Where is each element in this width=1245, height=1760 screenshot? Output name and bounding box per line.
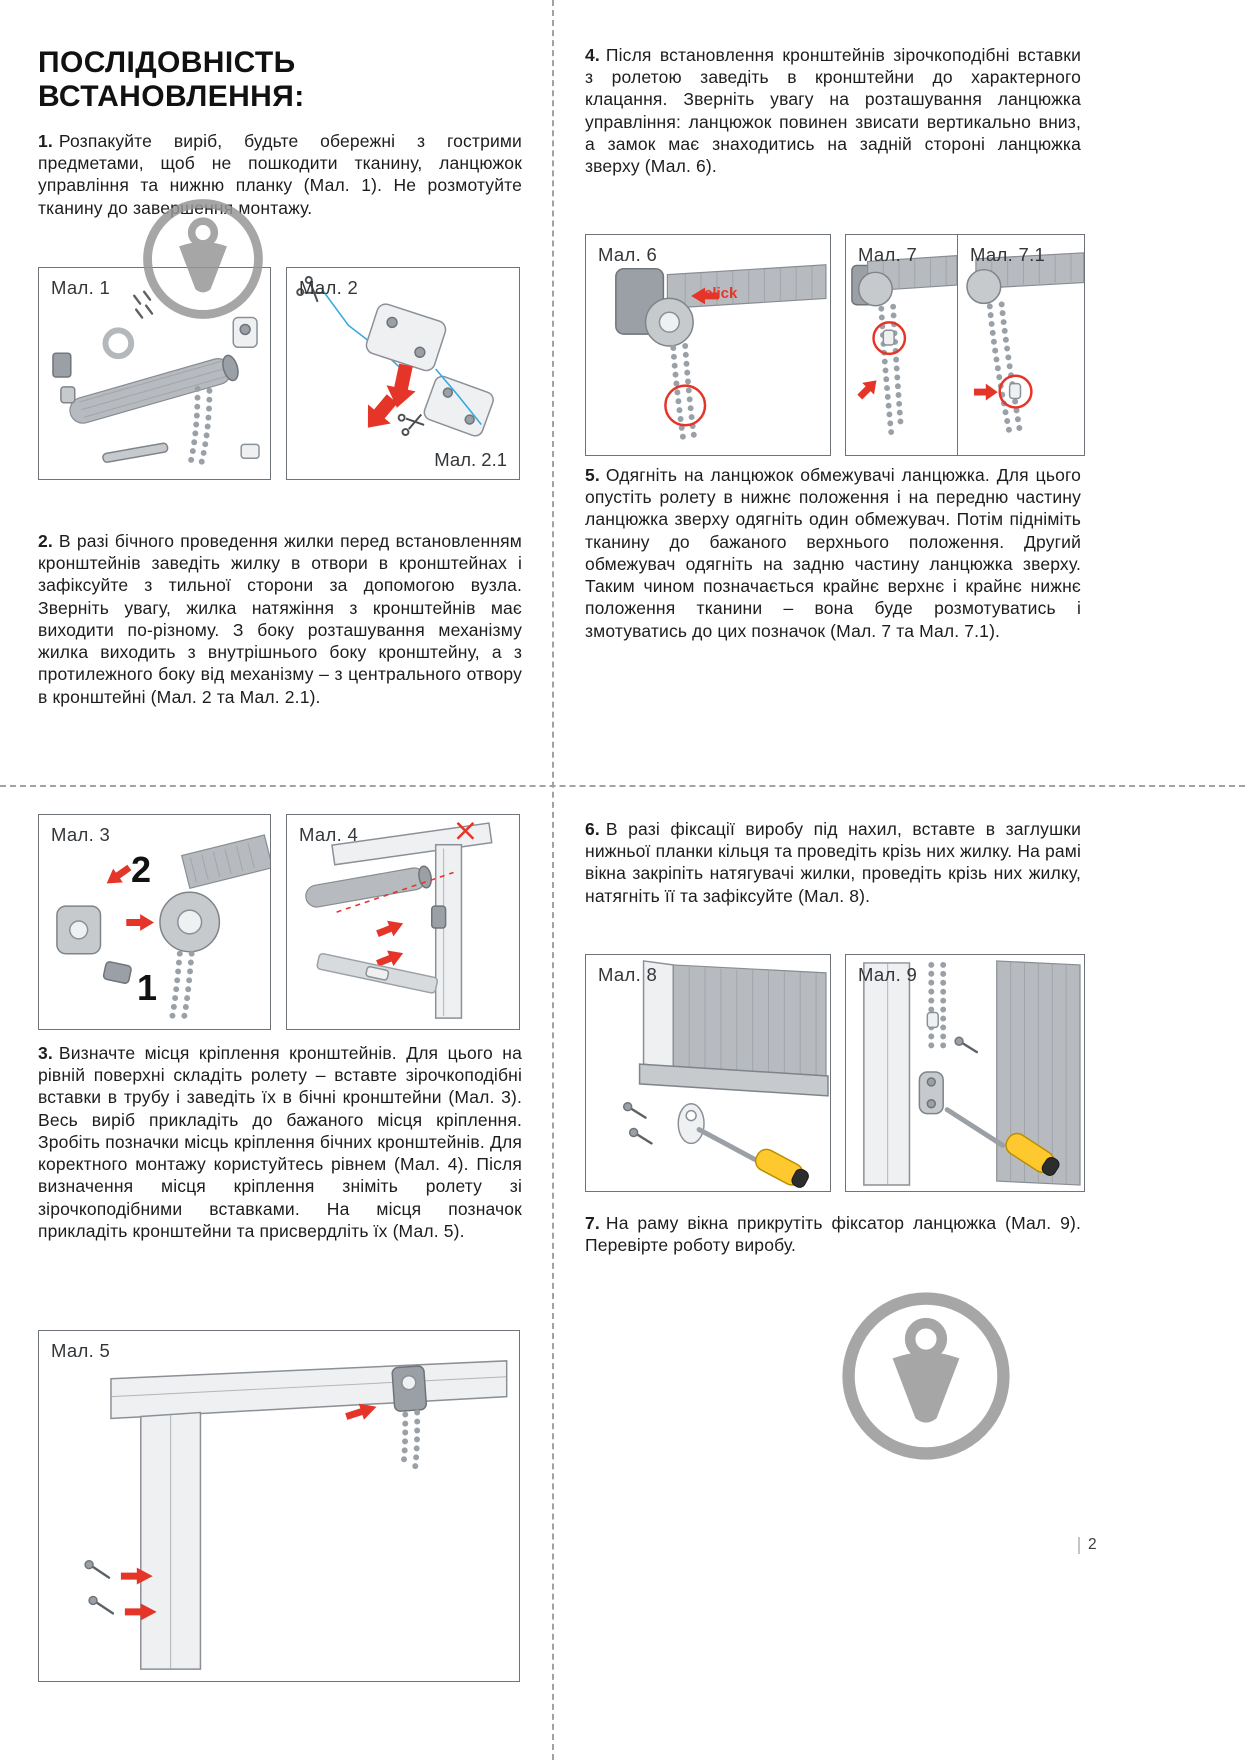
figure-3-step-1-number: 1 <box>137 967 158 1008</box>
clip-part <box>61 387 75 403</box>
mechanism <box>859 272 892 305</box>
chain-stopper <box>1010 384 1021 399</box>
red-arrow-icon-2 <box>126 914 154 931</box>
figure-9-label: Мал. 9 <box>858 964 918 985</box>
screw-icon <box>85 1561 113 1614</box>
red-circle-highlight <box>665 386 705 426</box>
red-arrow-icon <box>374 916 406 942</box>
step-5-number: 5. <box>585 465 600 485</box>
figure-9 <box>845 954 1085 1192</box>
bead-chain <box>190 389 198 466</box>
figure-5-illustration <box>39 1331 519 1681</box>
frame-side <box>436 845 462 1018</box>
figure-5-label: Мал. 5 <box>51 1340 111 1361</box>
step-7 <box>585 1212 1081 1256</box>
step-7-number: 7. <box>585 1213 600 1233</box>
step-3-text: Визначте місця кріплення кронштейнів. Для цього на рівній поверхні складіть ролету – вставте зірочкоподібні вставки в трубу і заведіть їх в бічні кронштейни (Мал. 3). Весь виріб прикладіть до бажаного місця кріплення. Зробіть позначки місць кріплення бічних кронштейнів. Для коректного монтажу користуйтесь рівнем (Мал. 4). Після визначення місця кріплення зніміть ролету зі зірочкоподібними вставками. На місця позначок прикладіть кронштейни та присвердліть їх (Мал. 5). <box>38 1043 522 1241</box>
figure-7-1-label: Мал. 7.1 <box>970 244 1046 265</box>
step-1 <box>38 130 522 219</box>
roller-tube <box>304 865 433 908</box>
step-6-text: В разі фіксації виробу під нахил, вставте в заглушки нижньої планки кільця та проведіть крізь них жилку. На рамі вікна закріпіть натягувачі жилки, проведіть крізь них жилку, натягніть її та зафіксуйте (Мал. 8). <box>585 819 1081 906</box>
figure-7-illustration <box>846 235 957 455</box>
clip-part <box>103 961 132 984</box>
step-3 <box>38 1042 522 1242</box>
bead-chain <box>403 1415 405 1467</box>
chain-fixator <box>919 1072 943 1114</box>
click-label: click <box>704 285 738 302</box>
page-title: ПОСЛІДОВНІСТЬ ВСТАНОВЛЕННЯ: <box>38 46 305 113</box>
window-frame <box>864 963 910 1185</box>
step-1-number: 1. <box>38 131 53 151</box>
roller-tube <box>667 265 826 309</box>
mounted-bracket <box>392 1366 427 1412</box>
figure-3-label: Мал. 3 <box>51 824 111 845</box>
horizontal-dashed-separator <box>0 785 1245 787</box>
bead-chain <box>990 306 1010 433</box>
page-number <box>1078 1536 1097 1554</box>
scissors-icon-2 <box>398 410 425 436</box>
step-4-text: Після встановлення кронштейнів зірочкоподібні вставки з ролетою заведіть в кронштейни до характерного клацання. Зверніть увагу на розташування ланцюжка управління: ланцюжок повинен звисати вертикально вниз, а замок має знаходитись на задній стороні ланцюжка зверху (Мал. 6). <box>585 45 1081 177</box>
step-6 <box>585 818 1081 907</box>
end-cap <box>241 444 259 458</box>
bracket-on-frame <box>432 906 446 928</box>
step-2-text: В разі бічного проведення жилки перед встановленням кронштейнів заведіть жилку в отвори в кронштейнах і зафіксуйте з тильної сторони за допомогою вузла. Зверніть увагу, жилка натяжіння з кронштейнів має виходити по-різному. З боку розташування механізму жилка виходить з внутрішнього боку кронштейну, а з протилежного боку від механізму – з центрального отвору в кронштейні (Мал. 2 та Мал. 2.1). <box>38 531 522 707</box>
red-arrow-icon <box>102 861 134 891</box>
fabric-panel <box>673 965 826 1076</box>
figure-7-1 <box>958 234 1085 456</box>
step-2-number: 2. <box>38 531 53 551</box>
chain-lock <box>927 1013 938 1028</box>
page-number-value: 2 <box>1088 1536 1097 1553</box>
brand-watermark-logo-2 <box>838 1288 1014 1464</box>
figure-8-label: Мал. 8 <box>598 964 658 985</box>
figure-8-illustration <box>586 955 830 1191</box>
step-3-number: 3. <box>38 1043 53 1063</box>
step-6-number: 6. <box>585 819 600 839</box>
step-5-text: Одягніть на ланцюжок обмежувачі ланцюжка. Для цього опустіть ролету в нижнє положення і на передню частину ланцюжка зверху одягніть один обмежувач. Потім підніміть тканину до бажаного верхнього положення. Другий обмежувач одягніть на задню частину ланцюжка зверху. Таким чином позначається крайнє верхнє і крайнє нижнє положення тканини – вона буде розмотуватись і змотуватись до цих позначок (Мал. 7 та Мал. 7.1). <box>585 465 1081 641</box>
bracket-upper <box>364 302 448 373</box>
screw-icon <box>955 1037 977 1052</box>
figure-3-step-2-number: 2 <box>131 849 152 890</box>
step-1-text: Розпакуйте виріб, будьте обережні з гострими предметами, щоб не пошкодити тканину, ланцюжок управління та нижню планку (Мал. 1). Не розмотуйте тканину до завершення монтажу. <box>38 131 522 218</box>
figure-7 <box>845 234 958 456</box>
figure-9-illustration <box>846 955 1084 1191</box>
figure-2-1-label: Мал. 2.1 <box>434 449 507 470</box>
step-4 <box>585 44 1081 177</box>
figure-3 <box>38 814 271 1030</box>
red-arrow-icon <box>974 384 998 401</box>
figure-2 <box>286 267 520 480</box>
step-7-text: На раму вікна прикрутіть фіксатор ланцюжка (Мал. 9). Перевірте роботу виробу. <box>585 1213 1081 1256</box>
figure-2-label: Мал. 2 <box>299 277 359 298</box>
figure-2-illustration <box>287 268 519 479</box>
window-frame-top <box>111 1361 507 1419</box>
roller-tube <box>67 354 241 427</box>
vertical-dashed-separator <box>552 0 554 1760</box>
step-2 <box>38 530 522 708</box>
figure-7-label: Мал. 7 <box>858 244 918 265</box>
bead-chain <box>881 309 891 433</box>
figure-8 <box>585 954 831 1192</box>
red-arrow-icon <box>854 374 882 402</box>
spirit-level <box>316 953 438 994</box>
figure-6-illustration <box>586 235 830 455</box>
mechanism <box>967 270 1001 304</box>
step-5 <box>585 464 1081 642</box>
side-bracket <box>57 906 101 954</box>
bead-chain <box>172 954 180 1019</box>
bottom-bar <box>102 443 168 463</box>
figure-7-1-illustration <box>958 235 1084 455</box>
figure-4 <box>286 814 520 1030</box>
step-4-number: 4. <box>585 45 600 65</box>
screwdriver-icon <box>699 1130 811 1191</box>
page-number-divider <box>1078 1537 1080 1554</box>
figure-4-label: Мал. 4 <box>299 824 359 845</box>
figure-1-label: Мал. 1 <box>51 277 111 298</box>
screw-icon <box>624 1103 652 1144</box>
chain-stopper <box>883 330 894 345</box>
fabric-roll <box>182 835 270 888</box>
brand-watermark-logo <box>140 196 266 322</box>
figure-6 <box>585 234 831 456</box>
bracket-left <box>53 353 71 377</box>
figure-6-label: Мал. 6 <box>598 244 658 265</box>
ring-part <box>105 330 131 356</box>
cord-tensioner <box>678 1104 704 1144</box>
figure-4-illustration <box>287 815 519 1029</box>
figure-5 <box>38 1330 520 1682</box>
bracket-lower <box>422 374 495 438</box>
